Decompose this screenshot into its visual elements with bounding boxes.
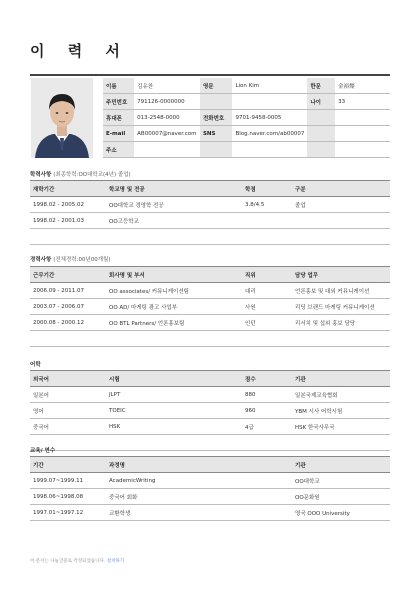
profile-label: 휴대폰 <box>103 110 134 126</box>
profile-value: 9701-9458-0005 <box>232 110 307 126</box>
document-title: 이 력 서 <box>30 42 129 60</box>
profile-value: 김유찬 <box>134 78 200 94</box>
language-table <box>30 370 390 451</box>
profile-value <box>232 94 307 110</box>
training-cell: 교환학생 <box>106 505 292 521</box>
table-row <box>30 403 390 419</box>
training-cell: OO문화원 <box>292 489 390 505</box>
language-cell: TOEIC <box>106 403 242 419</box>
column-header: 학점 <box>242 181 292 197</box>
profile-row <box>103 78 390 94</box>
career-cell: 2000.08 - 2000.12 <box>30 315 106 331</box>
footer-install-link[interactable]: 설치하기 <box>106 559 125 564</box>
career-cell <box>292 331 390 347</box>
table-row <box>30 473 390 489</box>
career-cell: OO BTL Partners/ 언론홍보팀 <box>106 315 242 331</box>
title-divider <box>30 74 390 76</box>
footer-note <box>30 558 124 564</box>
column-header: 구분 <box>292 181 390 197</box>
education-cell: OO고등학교 <box>106 213 242 229</box>
career-cell: 리서치 및 섭외 홍보 담당 <box>292 315 390 331</box>
profile-label <box>200 142 233 158</box>
language-cell: 880 <box>242 387 292 403</box>
career-cell <box>30 331 106 347</box>
table-row <box>30 283 390 299</box>
education-cell: OO대학교 경영학 전공 <box>106 197 242 213</box>
profile-row <box>103 110 390 126</box>
table-row <box>30 419 390 435</box>
person-photo-icon <box>31 78 93 158</box>
education-table <box>30 180 390 245</box>
education-subtitle: (최종학력:OO대학교(4년) 졸업) <box>53 172 131 178</box>
column-header: 직위 <box>242 267 292 283</box>
career-section-title <box>30 255 111 263</box>
table-row <box>30 213 390 229</box>
table-header-row <box>30 181 390 197</box>
training-section-title <box>30 446 55 454</box>
column-header: 학교명 및 전공 <box>106 181 242 197</box>
career-title: 경력사항 <box>30 257 52 263</box>
profile-row <box>103 126 390 142</box>
profile-label: 주소 <box>103 142 134 158</box>
profile-label <box>307 142 335 158</box>
training-cell: 1998.06~1998.08 <box>30 489 106 505</box>
profile-row <box>103 142 390 158</box>
column-header: 외국어 <box>30 371 106 387</box>
column-header: 과정명 <box>106 457 292 473</box>
language-cell: YBM 시사 어학시험 <box>292 403 390 419</box>
profile-value <box>335 142 390 158</box>
profile-label: 전화번호 <box>200 110 233 126</box>
training-cell: OO대학교 <box>292 473 390 489</box>
career-cell <box>242 331 292 347</box>
profile-label: 나이 <box>307 94 335 110</box>
profile-label: 한문 <box>307 78 335 94</box>
column-header: 시험 <box>106 371 242 387</box>
language-cell: 영어 <box>30 403 106 419</box>
column-header: 기관 <box>292 457 390 473</box>
language-title: 어학 <box>30 362 41 368</box>
education-cell <box>242 229 292 245</box>
training-cell: AcademicWriting <box>106 473 292 489</box>
language-cell: 일본어 <box>30 387 106 403</box>
profile-label: E-mail <box>103 126 134 142</box>
profile-label: 주민번호 <box>103 94 134 110</box>
career-cell: 리딩 브랜드 마케팅 커뮤니케이션 <box>292 299 390 315</box>
table-row <box>30 489 390 505</box>
profile-photo <box>31 78 93 158</box>
career-cell: 2003.07 - 2006.07 <box>30 299 106 315</box>
training-cell: 영국 OOO University <box>292 505 390 521</box>
education-title: 학력사항 <box>30 172 52 178</box>
table-row <box>30 299 390 315</box>
profile-value <box>134 142 200 158</box>
training-table <box>30 456 390 521</box>
profile-value: 791126-0000000 <box>134 94 200 110</box>
profile-label: SNS <box>200 126 233 142</box>
profile-label <box>307 126 335 142</box>
table-row <box>30 331 390 347</box>
career-table <box>30 266 390 347</box>
profile-value <box>335 110 390 126</box>
education-cell <box>242 213 292 229</box>
profile-label: 영문 <box>200 78 233 94</box>
education-cell: 졸업 <box>292 197 390 213</box>
profile-value: Lion Kim <box>232 78 307 94</box>
career-cell: 대리 <box>242 283 292 299</box>
profile-row <box>103 94 390 110</box>
language-cell <box>106 435 242 451</box>
column-header: 점수 <box>242 371 292 387</box>
profile-label <box>307 110 335 126</box>
footer-text: 이 문서는 나눔글꼴로 작성되었습니다. <box>30 559 106 564</box>
table-row <box>30 229 390 245</box>
profile-value: AB00007@naver.com <box>134 126 200 142</box>
education-cell: 1998.02 - 2001.03 <box>30 213 106 229</box>
table-header-row <box>30 267 390 283</box>
language-cell <box>292 435 390 451</box>
column-header: 재학기간 <box>30 181 106 197</box>
career-cell <box>106 331 242 347</box>
table-row <box>30 315 390 331</box>
table-row <box>30 435 390 451</box>
training-cell: 1997.01~1997.12 <box>30 505 106 521</box>
profile-value: Blog.naver.com/ab00007 <box>232 126 307 142</box>
education-cell <box>30 229 106 245</box>
education-cell <box>292 229 390 245</box>
profile-label: 이름 <box>103 78 134 94</box>
career-cell: 사원 <box>242 299 292 315</box>
profile-label <box>200 94 233 110</box>
language-cell: HSK <box>106 419 242 435</box>
education-cell: 1998.02 - 2005.02 <box>30 197 106 213</box>
training-cell: 중국어 회화 <box>106 489 292 505</box>
column-header: 회사명 및 부서 <box>106 267 242 283</box>
career-cell: 언론홍보 및 대외 커뮤니케이션 <box>292 283 390 299</box>
table-row <box>30 387 390 403</box>
table-header-row <box>30 371 390 387</box>
language-cell <box>242 435 292 451</box>
profile-value: 33 <box>335 94 390 110</box>
table-row <box>30 197 390 213</box>
training-title: 교육/ 연수 <box>30 448 56 454</box>
column-header: 기간 <box>30 457 106 473</box>
education-cell <box>292 213 390 229</box>
profile-value: 金裕燦 <box>335 78 390 94</box>
language-cell: 중국어 <box>30 419 106 435</box>
table-row <box>30 505 390 521</box>
language-cell: 960 <box>242 403 292 419</box>
career-subtitle: (전체경력:00년00개월) <box>53 257 111 263</box>
profile-table <box>103 78 390 158</box>
career-cell: 인턴 <box>242 315 292 331</box>
language-cell: 일본국제교육협회 <box>292 387 390 403</box>
language-cell: JLPT <box>106 387 242 403</box>
education-cell <box>106 229 242 245</box>
language-cell: HSK 한국사무국 <box>292 419 390 435</box>
column-header: 담당 업무 <box>292 267 390 283</box>
career-cell: OO associates/ 커뮤니케이션팀 <box>106 283 242 299</box>
table-header-row <box>30 457 390 473</box>
profile-value: 013-2548-0000 <box>134 110 200 126</box>
education-section-title <box>30 170 131 178</box>
education-cell: 3.8/4.5 <box>242 197 292 213</box>
language-section-title <box>30 360 41 368</box>
training-cell: 1999.07~1999.11 <box>30 473 106 489</box>
profile-value <box>335 126 390 142</box>
column-header: 기관 <box>292 371 390 387</box>
language-cell: 4급 <box>242 419 292 435</box>
profile-value <box>232 142 307 158</box>
career-cell: 2006.09 - 2011.07 <box>30 283 106 299</box>
career-cell: OO AD/ 마케팅 광고 사업부 <box>106 299 242 315</box>
column-header: 근무기간 <box>30 267 106 283</box>
